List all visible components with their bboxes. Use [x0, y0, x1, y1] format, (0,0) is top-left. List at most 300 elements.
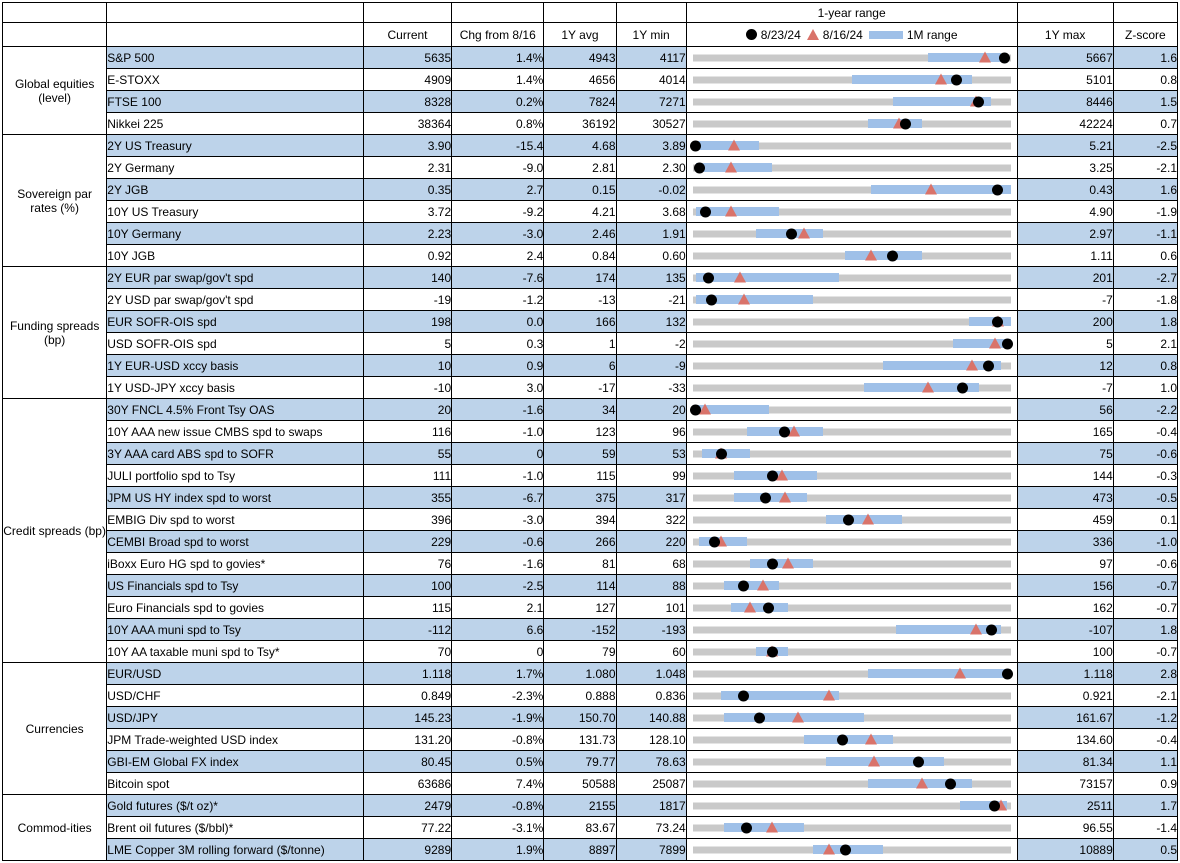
cell-max: 161.67 — [1017, 707, 1113, 729]
cell-avg: 4.21 — [544, 201, 616, 223]
cell-chg: 0 — [452, 641, 544, 663]
cell-avg: 4656 — [544, 69, 616, 91]
cell-zscore: 0.5 — [1113, 839, 1177, 861]
cell-max: 4.90 — [1017, 201, 1113, 223]
cell-chg: 6.6 — [452, 619, 544, 641]
current-date-dot-marker — [837, 734, 848, 745]
prior-date-triangle-marker — [865, 250, 877, 261]
prior-date-triangle-marker — [922, 382, 934, 393]
cell-avg: -152 — [544, 619, 616, 641]
circle-marker-icon — [746, 29, 757, 40]
prior-date-triangle-marker — [725, 206, 737, 217]
cell-max: 42224 — [1017, 113, 1113, 135]
current-date-dot-marker — [992, 184, 1003, 195]
cell-max: 12 — [1017, 355, 1113, 377]
range-bar-cell — [686, 113, 1017, 135]
table-row — [3, 113, 1178, 135]
cell-avg: 114 — [544, 575, 616, 597]
legend-item-1m-range — [869, 28, 958, 42]
corner-blank-2 — [107, 3, 364, 23]
cell-min: -2 — [616, 333, 686, 355]
cell-min: 4014 — [616, 69, 686, 91]
cell-avg: 83.67 — [544, 817, 616, 839]
range-bar-cell — [686, 355, 1017, 377]
row-label: EMBIG Div spd to worst — [107, 509, 364, 531]
cell-current: 63686 — [363, 773, 451, 795]
range-bar-cell — [686, 377, 1017, 399]
cell-max: 336 — [1017, 531, 1113, 553]
cell-current: -112 — [363, 619, 451, 641]
cell-max: -107 — [1017, 619, 1113, 641]
range-bar-cell — [686, 465, 1017, 487]
table-row — [3, 399, 1178, 421]
row-label: JULI portfolio spd to Tsy — [107, 465, 364, 487]
table-row — [3, 663, 1178, 685]
cell-avg: 79 — [544, 641, 616, 663]
cell-avg: -17 — [544, 377, 616, 399]
cell-zscore: 0.8 — [1113, 69, 1177, 91]
range-bar-cell — [686, 597, 1017, 619]
current-date-dot-marker — [992, 316, 1003, 327]
cell-current: 3.90 — [363, 135, 451, 157]
row-label: 2Y JGB — [107, 179, 364, 201]
cell-max: 459 — [1017, 509, 1113, 531]
row-label: USD SOFR-OIS spd — [107, 333, 364, 355]
cell-chg: 0.5% — [452, 751, 544, 773]
cell-current: 140 — [363, 267, 451, 289]
cell-max: 100 — [1017, 641, 1113, 663]
range-track — [693, 142, 1011, 149]
table-row — [3, 597, 1178, 619]
cell-chg: 0.0 — [452, 311, 544, 333]
data-table — [2, 2, 1178, 861]
row-label: FTSE 100 — [107, 91, 364, 113]
cell-avg: 127 — [544, 597, 616, 619]
range-bar-cell — [686, 641, 1017, 663]
corner-blank-7 — [1017, 3, 1113, 23]
current-date-dot-marker — [786, 228, 797, 239]
cell-avg: 123 — [544, 421, 616, 443]
cell-avg: 6 — [544, 355, 616, 377]
cell-zscore: -0.4 — [1113, 729, 1177, 751]
prior-date-triangle-marker — [970, 624, 982, 635]
cell-chg: 0.8% — [452, 113, 544, 135]
table-row — [3, 641, 1178, 663]
cell-avg: 81 — [544, 553, 616, 575]
cell-zscore: -0.7 — [1113, 597, 1177, 619]
range-track — [693, 670, 1011, 677]
range-track — [693, 208, 1011, 215]
category-label: Funding spreads (bp) — [3, 267, 107, 399]
legend-label-range: 1M range — [906, 27, 958, 42]
range-bar-cell — [686, 553, 1017, 575]
table-row — [3, 245, 1178, 267]
prior-date-triangle-marker — [925, 184, 937, 195]
row-label: 2Y USD par swap/gov't spd — [107, 289, 364, 311]
current-date-dot-marker — [706, 294, 717, 305]
cell-current: 355 — [363, 487, 451, 509]
cell-avg: 394 — [544, 509, 616, 531]
row-label: 1Y USD-JPY xccy basis — [107, 377, 364, 399]
row-label: 10Y AAA muni spd to Tsy — [107, 619, 364, 641]
range-track — [693, 780, 1011, 787]
range-track — [693, 736, 1011, 743]
cell-zscore: -2.5 — [1113, 135, 1177, 157]
cell-max: 10889 — [1017, 839, 1113, 861]
cell-zscore: 1.6 — [1113, 179, 1177, 201]
cell-min: 73.24 — [616, 817, 686, 839]
range-track — [693, 758, 1011, 765]
table-row — [3, 729, 1178, 751]
cell-avg: 50588 — [544, 773, 616, 795]
cell-zscore: -0.7 — [1113, 641, 1177, 663]
cell-avg: 0.15 — [544, 179, 616, 201]
row-label: 3Y AAA card ABS spd to SOFR — [107, 443, 364, 465]
prior-date-triangle-marker — [734, 272, 746, 283]
range-bar-cell — [686, 311, 1017, 333]
cell-avg: 4943 — [544, 47, 616, 69]
range-bar-cell — [686, 487, 1017, 509]
cell-zscore: -1.1 — [1113, 223, 1177, 245]
table-row — [3, 751, 1178, 773]
row-label: LME Copper 3M rolling forward ($/tonne) — [107, 839, 364, 861]
cell-chg: -2.5 — [452, 575, 544, 597]
table-row — [3, 553, 1178, 575]
cell-current: 145.23 — [363, 707, 451, 729]
range-track — [693, 186, 1011, 193]
cell-min: 99 — [616, 465, 686, 487]
cell-current: 10 — [363, 355, 451, 377]
prior-date-triangle-marker — [954, 668, 966, 679]
cell-zscore: 1.5 — [1113, 91, 1177, 113]
cell-chg: -1.0 — [452, 421, 544, 443]
range-track — [693, 494, 1011, 501]
cell-avg: 36192 — [544, 113, 616, 135]
table-row — [3, 201, 1178, 223]
range-track — [693, 98, 1011, 105]
current-date-dot-marker — [999, 52, 1010, 63]
cell-current: 2.23 — [363, 223, 451, 245]
cell-min: -193 — [616, 619, 686, 641]
table-row — [3, 333, 1178, 355]
range-track — [693, 362, 1011, 369]
table-row — [3, 135, 1178, 157]
cell-min: 220 — [616, 531, 686, 553]
cell-chg: -3.0 — [452, 509, 544, 531]
cell-avg: 150.70 — [544, 707, 616, 729]
cell-zscore: 1.1 — [1113, 751, 1177, 773]
prior-date-triangle-marker — [744, 602, 756, 613]
corner-blank-10 — [107, 23, 364, 47]
prior-date-triangle-marker — [728, 140, 740, 151]
cell-current: 77.22 — [363, 817, 451, 839]
cell-avg: 2.81 — [544, 157, 616, 179]
cell-max: 96.55 — [1017, 817, 1113, 839]
cell-avg: -13 — [544, 289, 616, 311]
range-track — [693, 428, 1011, 435]
table-row — [3, 531, 1178, 553]
current-date-dot-marker — [767, 558, 778, 569]
corner-blank-1 — [3, 3, 107, 23]
cell-chg: -1.9% — [452, 707, 544, 729]
cell-max: -7 — [1017, 289, 1113, 311]
row-label: E-STOXX — [107, 69, 364, 91]
cell-max: 2.97 — [1017, 223, 1113, 245]
row-label: 10Y AAA new issue CMBS spd to swaps — [107, 421, 364, 443]
table-row — [3, 465, 1178, 487]
cell-max: 2511 — [1017, 795, 1113, 817]
cell-chg: 2.4 — [452, 245, 544, 267]
current-date-dot-marker — [760, 492, 771, 503]
range-bar-cell — [686, 69, 1017, 91]
cell-current: -10 — [363, 377, 451, 399]
cell-zscore: 1.8 — [1113, 311, 1177, 333]
range-track — [693, 802, 1011, 809]
table-row — [3, 157, 1178, 179]
range-track — [693, 318, 1011, 325]
current-date-dot-marker — [1002, 668, 1013, 679]
table-row — [3, 839, 1178, 861]
prior-date-triangle-marker — [738, 294, 750, 305]
triangle-marker-icon — [807, 29, 819, 40]
table-row — [3, 267, 1178, 289]
current-date-dot-marker — [973, 96, 984, 107]
prior-date-triangle-marker — [823, 690, 835, 701]
cell-max: 156 — [1017, 575, 1113, 597]
range-track — [693, 340, 1011, 347]
cell-zscore: -1.8 — [1113, 289, 1177, 311]
row-label: iBoxx Euro HG spd to govies* — [107, 553, 364, 575]
cell-avg: 8897 — [544, 839, 616, 861]
corner-blank-3 — [363, 3, 451, 23]
cell-chg: 1.4% — [452, 69, 544, 91]
cell-chg: 0.3 — [452, 333, 544, 355]
cell-max: -7 — [1017, 377, 1113, 399]
range-track — [693, 472, 1011, 479]
table-row — [3, 355, 1178, 377]
range-track — [693, 824, 1011, 831]
cell-current: 8328 — [363, 91, 451, 113]
prior-date-triangle-marker — [779, 492, 791, 503]
cell-zscore: -1.4 — [1113, 817, 1177, 839]
prior-date-triangle-marker — [782, 558, 794, 569]
cell-zscore: 1.6 — [1113, 47, 1177, 69]
current-date-dot-marker — [694, 162, 705, 173]
cell-avg: 34 — [544, 399, 616, 421]
cell-zscore: -2.2 — [1113, 399, 1177, 421]
corner-blank-4 — [452, 3, 544, 23]
range-track — [693, 714, 1011, 721]
cell-chg: 7.4% — [452, 773, 544, 795]
range-track — [693, 164, 1011, 171]
cell-current: 80.45 — [363, 751, 451, 773]
corner-blank-5 — [544, 3, 616, 23]
prior-date-triangle-marker — [766, 822, 778, 833]
col-header-min: 1Y min — [616, 23, 686, 47]
cell-avg: 59 — [544, 443, 616, 465]
cell-avg: 7824 — [544, 91, 616, 113]
cell-avg: 266 — [544, 531, 616, 553]
cell-chg: -9.2 — [452, 201, 544, 223]
range-bar-cell — [686, 839, 1017, 861]
prior-date-triangle-marker — [862, 514, 874, 525]
cell-min: 0.836 — [616, 685, 686, 707]
prior-date-triangle-marker — [979, 52, 991, 63]
range-track — [693, 648, 1011, 655]
row-label: Bitcoin spot — [107, 773, 364, 795]
cell-chg: 0 — [452, 443, 544, 465]
market-monitor-table — [0, 2, 1180, 863]
cell-zscore: -1.9 — [1113, 201, 1177, 223]
table-row — [3, 289, 1178, 311]
cell-min: -9 — [616, 355, 686, 377]
row-label: 2Y EUR par swap/gov't spd — [107, 267, 364, 289]
prior-date-triangle-marker — [725, 162, 737, 173]
cell-chg: 0.2% — [452, 91, 544, 113]
cell-min: 25087 — [616, 773, 686, 795]
one-month-range-bar — [724, 581, 778, 590]
cell-min: 317 — [616, 487, 686, 509]
range-track — [693, 296, 1011, 303]
current-date-dot-marker — [1002, 338, 1013, 349]
cell-chg: -1.2 — [452, 289, 544, 311]
cell-zscore: -0.4 — [1113, 421, 1177, 443]
cell-zscore: -1.0 — [1113, 531, 1177, 553]
cell-current: 70 — [363, 641, 451, 663]
range-track — [693, 604, 1011, 611]
prior-date-triangle-marker — [935, 74, 947, 85]
range-track — [693, 538, 1011, 545]
range-bar-cell — [686, 201, 1017, 223]
cell-current: 4909 — [363, 69, 451, 91]
range-bar-cell — [686, 267, 1017, 289]
row-label: 2Y US Treasury — [107, 135, 364, 157]
one-month-range-bar — [826, 757, 944, 766]
range-track — [693, 120, 1011, 127]
cell-current: 2.31 — [363, 157, 451, 179]
range-bar-cell — [686, 663, 1017, 685]
one-month-range-bar — [871, 185, 1011, 194]
one-month-range-bar — [693, 141, 760, 150]
range-bar-cell — [686, 729, 1017, 751]
cell-zscore: 0.6 — [1113, 245, 1177, 267]
cell-min: 53 — [616, 443, 686, 465]
cell-zscore: 2.1 — [1113, 333, 1177, 355]
range-bar-cell — [686, 751, 1017, 773]
legend — [686, 23, 1017, 47]
cell-chg: -7.6 — [452, 267, 544, 289]
cell-max: 162 — [1017, 597, 1113, 619]
cell-min: -0.02 — [616, 179, 686, 201]
table-row — [3, 91, 1178, 113]
cell-current: 0.35 — [363, 179, 451, 201]
prior-date-triangle-marker — [823, 844, 835, 855]
cell-avg: 2.46 — [544, 223, 616, 245]
range-bar-cell — [686, 707, 1017, 729]
cell-zscore: -0.5 — [1113, 487, 1177, 509]
col-header-chg: Chg from 8/16 — [452, 23, 544, 47]
cell-current: 55 — [363, 443, 451, 465]
col-header-max: 1Y max — [1017, 23, 1113, 47]
cell-avg: 375 — [544, 487, 616, 509]
cell-max: 5 — [1017, 333, 1113, 355]
range-bar-cell — [686, 135, 1017, 157]
cell-chg: -3.0 — [452, 223, 544, 245]
range-bar-cell — [686, 795, 1017, 817]
cell-zscore: -0.6 — [1113, 443, 1177, 465]
cell-chg: -1.6 — [452, 553, 544, 575]
cell-zscore: 1.0 — [1113, 377, 1177, 399]
row-label: S&P 500 — [107, 47, 364, 69]
cell-max: 1.11 — [1017, 245, 1113, 267]
cell-chg: 1.4% — [452, 47, 544, 69]
cell-min: -21 — [616, 289, 686, 311]
row-label: Euro Financials spd to govies — [107, 597, 364, 619]
one-month-range-bar — [804, 735, 893, 744]
category-label: Credit spreads (bp) — [3, 399, 107, 663]
cell-min: 20 — [616, 399, 686, 421]
cell-zscore: 0.1 — [1113, 509, 1177, 531]
table-row — [3, 179, 1178, 201]
category-label: Global equities (level) — [3, 47, 107, 135]
table-row — [3, 377, 1178, 399]
corner-blank-9 — [3, 23, 107, 47]
current-date-dot-marker — [945, 778, 956, 789]
current-date-dot-marker — [690, 140, 701, 151]
row-label: GBI-EM Global FX index — [107, 751, 364, 773]
cell-avg: 115 — [544, 465, 616, 487]
cell-avg: 0.84 — [544, 245, 616, 267]
prior-date-triangle-marker — [792, 712, 804, 723]
table-row — [3, 443, 1178, 465]
prior-date-triangle-marker — [798, 228, 810, 239]
cell-current: 3.72 — [363, 201, 451, 223]
current-date-dot-marker — [709, 536, 720, 547]
cell-current: 2479 — [363, 795, 451, 817]
cell-max: 75 — [1017, 443, 1113, 465]
cell-min: 140.88 — [616, 707, 686, 729]
range-bar-cell — [686, 157, 1017, 179]
cell-current: 9289 — [363, 839, 451, 861]
cell-max: 134.60 — [1017, 729, 1113, 751]
cell-current: 0.849 — [363, 685, 451, 707]
row-label: 1Y EUR-USD xccy basis — [107, 355, 364, 377]
cell-avg: 131.73 — [544, 729, 616, 751]
cell-zscore: 1.7 — [1113, 795, 1177, 817]
cell-min: -33 — [616, 377, 686, 399]
corner-blank-8 — [1113, 3, 1177, 23]
range-bar-cell — [686, 91, 1017, 113]
cell-zscore: -0.7 — [1113, 575, 1177, 597]
table-row — [3, 795, 1178, 817]
range-bar-cell — [686, 289, 1017, 311]
cell-avg: 174 — [544, 267, 616, 289]
cell-min: 60 — [616, 641, 686, 663]
cell-max: 97 — [1017, 553, 1113, 575]
cell-current: 5635 — [363, 47, 451, 69]
table-row — [3, 817, 1178, 839]
cell-min: 1817 — [616, 795, 686, 817]
one-month-range-bar — [969, 317, 1010, 326]
cell-zscore: -2.1 — [1113, 157, 1177, 179]
cell-min: 1.91 — [616, 223, 686, 245]
range-bar-cell — [686, 619, 1017, 641]
range-bar-cell — [686, 509, 1017, 531]
one-month-range-bar — [724, 823, 803, 832]
range-track — [693, 230, 1011, 237]
prior-date-triangle-marker — [989, 338, 1001, 349]
cell-avg: 4.68 — [544, 135, 616, 157]
